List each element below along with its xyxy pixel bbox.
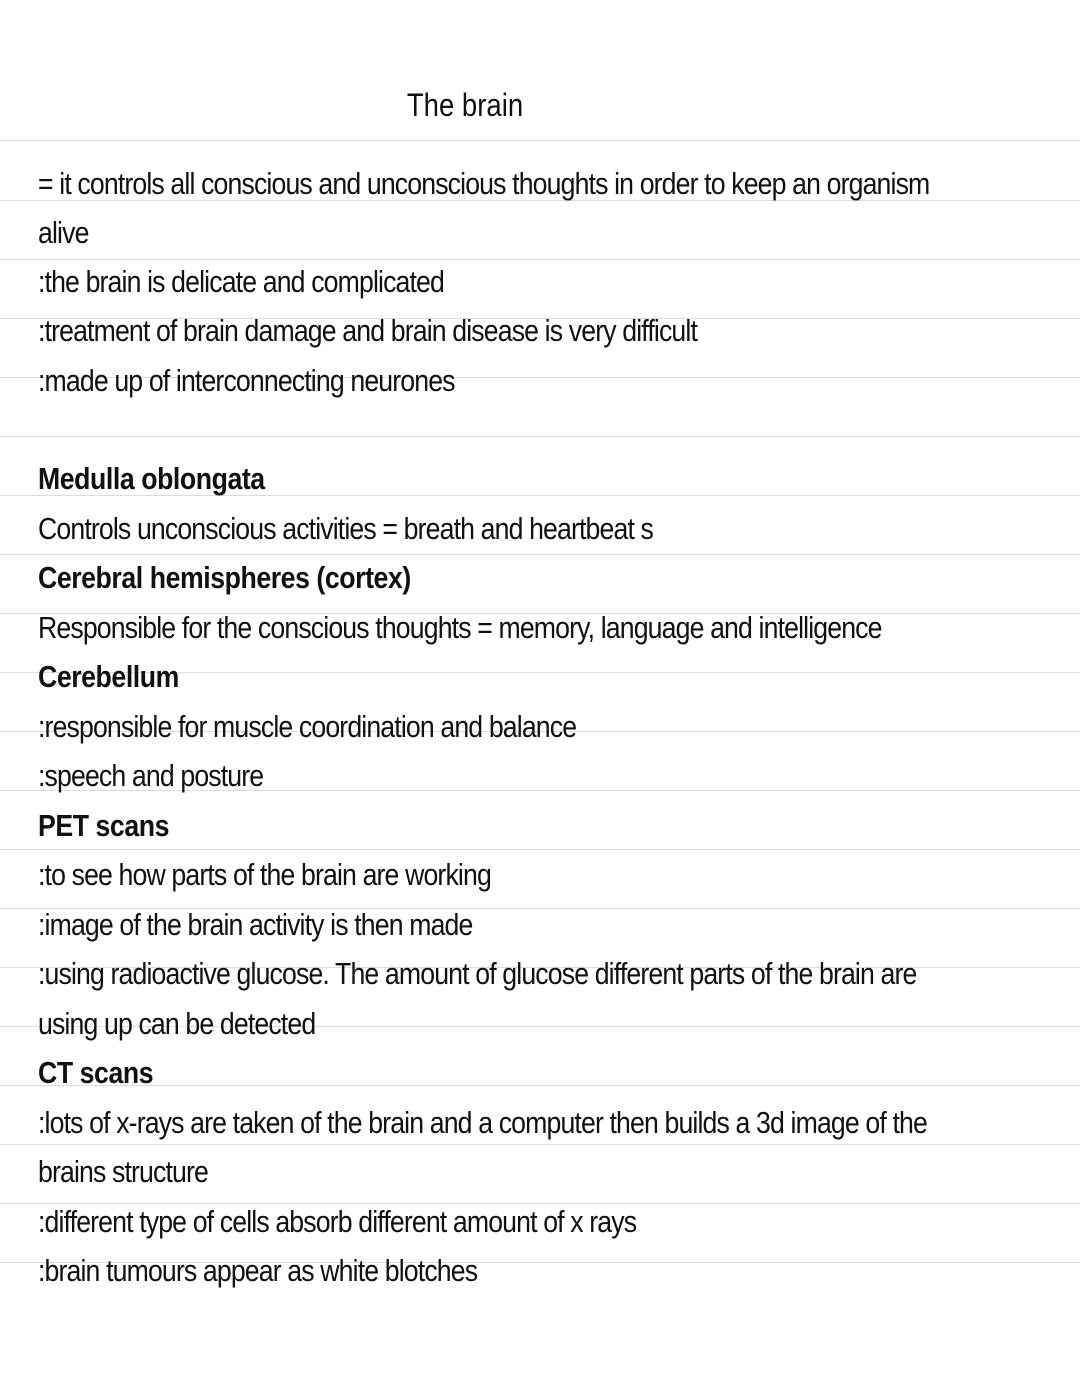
section-heading-medulla: Medulla oblongata — [38, 461, 265, 496]
intro-line: :made up of interconnecting neurones — [38, 363, 455, 398]
cerebral-line: Responsible for the conscious thoughts = memory, language and intelligence — [38, 610, 882, 645]
pet-line: :to see how parts of the brain are working — [38, 857, 491, 892]
pet-line: :using radioactive glucose. The amount of glucose different parts of the brain are — [38, 956, 917, 991]
section-heading-cerebral: Cerebral hemispheres (cortex) — [38, 560, 411, 595]
pet-line: :image of the brain activity is then made — [38, 907, 473, 942]
section-heading-cerebellum: Cerebellum — [38, 659, 179, 694]
section-heading-pet: PET scans — [38, 808, 169, 843]
intro-line: = it controls all conscious and unconscious thoughts in order to keep an organism — [38, 166, 930, 201]
ct-line: :lots of x-rays are taken of the brain and a computer then builds a 3d image of the — [38, 1105, 927, 1140]
ruled-line — [0, 436, 1080, 437]
ruled-line — [0, 140, 1080, 141]
cerebellum-line: :speech and posture — [38, 758, 264, 793]
ct-line: brains structure — [38, 1154, 208, 1189]
pet-line: using up can be detected — [38, 1006, 316, 1041]
page-title: The brain — [406, 87, 524, 123]
intro-line: :treatment of brain damage and brain disease is very difficult — [38, 313, 698, 348]
intro-line: :the brain is delicate and complicated — [38, 264, 444, 299]
medulla-line: Controls unconscious activities = breath and heartbeat s — [38, 511, 654, 546]
ct-line: :brain tumours appear as white blotches — [38, 1253, 478, 1288]
cerebellum-line: :responsible for muscle coordination and balance — [38, 709, 577, 744]
ct-line: :different type of cells absorb different amount of x rays — [38, 1204, 637, 1239]
intro-line: alive — [38, 215, 89, 250]
section-heading-ct: CT scans — [38, 1055, 154, 1090]
